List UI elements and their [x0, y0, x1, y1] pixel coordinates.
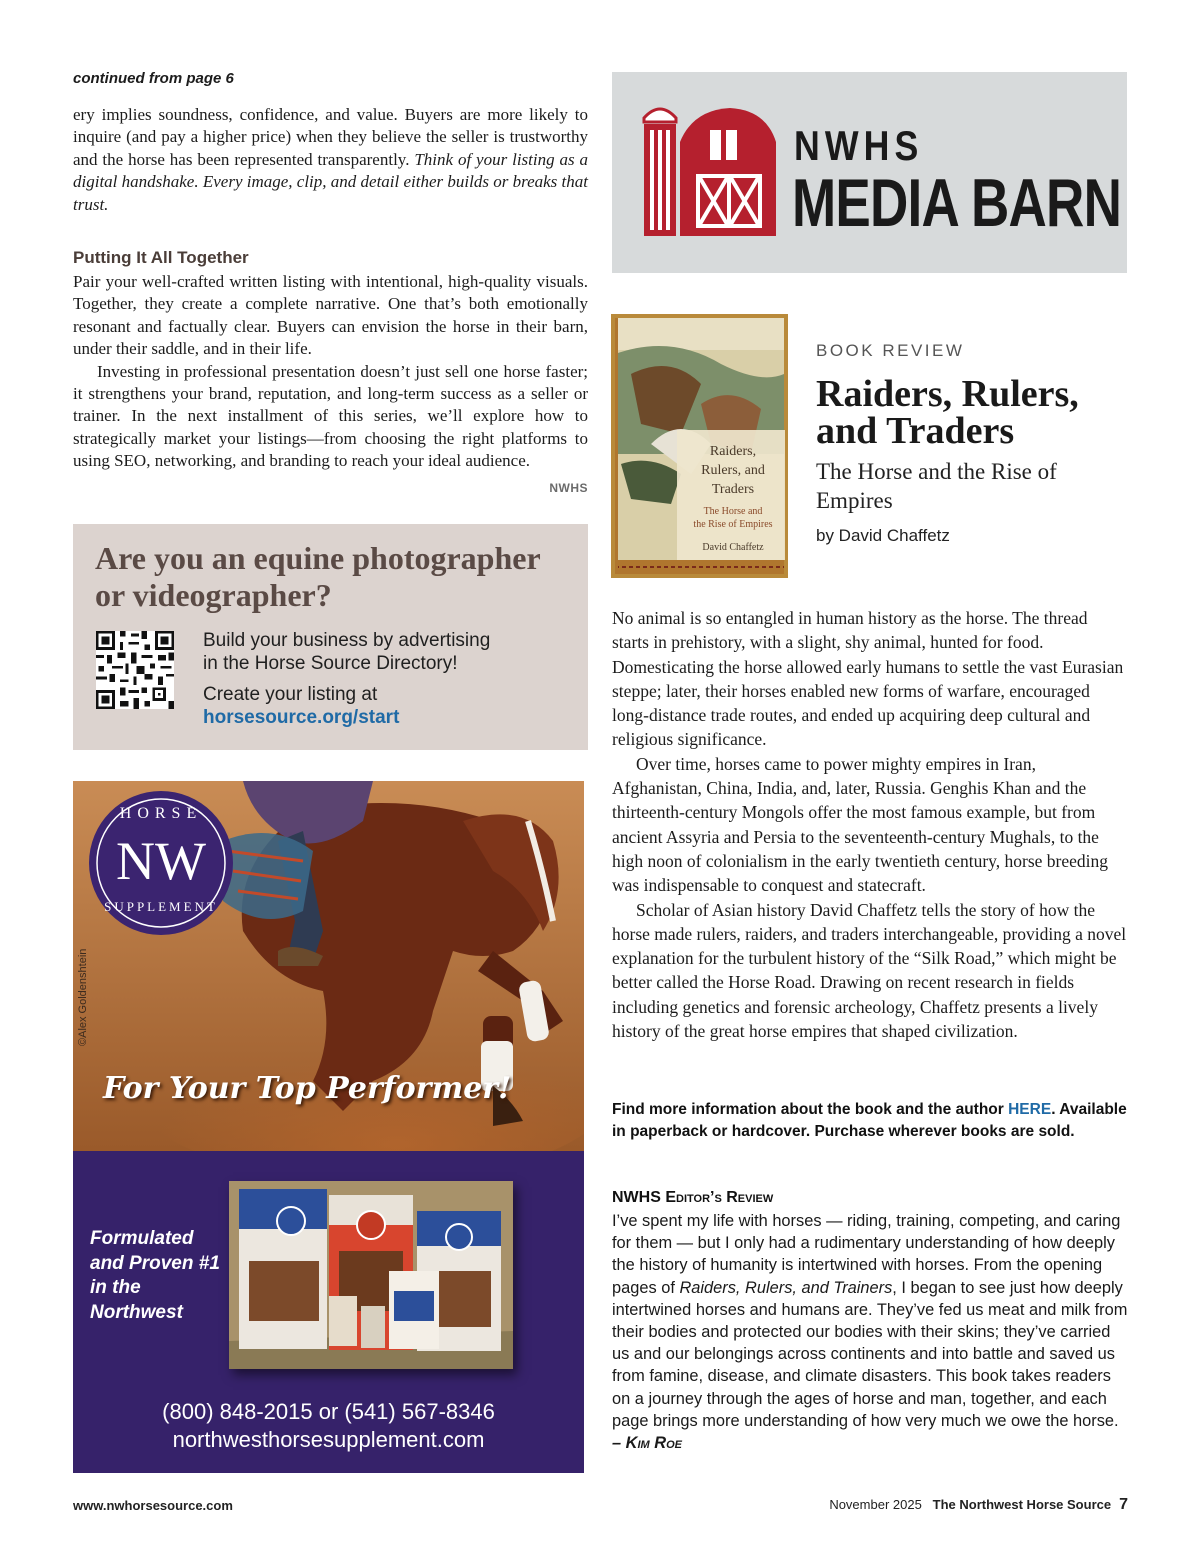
cover-title-line: Raiders,: [709, 444, 757, 459]
footer-publication: The Northwest Horse Source: [932, 1497, 1112, 1512]
article-body: [73, 271, 588, 499]
review-book-title: Raiders, Rulers, and Trainers: [679, 1278, 893, 1297]
banner-media-barn-text: MEDIA BARN: [792, 165, 1122, 241]
heading-bold: NWHS: [612, 1189, 666, 1206]
section-heading: Putting It All Together: [73, 248, 249, 267]
ad-line-3: Create your listing at: [203, 684, 378, 705]
paragraph-italic: Think of your listing as a digital handshake. Every image, clip, and detail either builds or breaks that trust.: [73, 149, 588, 214]
article-paragraph-2: Pair your well-crafted written listing with intentional, high-quality visuals. Together, they create a complete narrative. One that’s both emotionally resonant and factually clear. Buyers can envision the horse in their barn, under their saddle, and in their life.: [73, 272, 588, 359]
logo-horse-text: HORSE: [119, 805, 203, 822]
listing-link[interactable]: horsesource.org/start: [203, 707, 400, 728]
nw-logo-icon: NW: [116, 831, 206, 891]
paragraph-text: ery implies soundness, confidence, and value. Buyers are more likely to inquire (and pay a higher price) when they believe the seller is trustworthy and the horse has been represented transparently.: [73, 105, 588, 169]
review-text: , I began to see just how deeply intertwined horses and humans are. They’ve fed us meat and milk from their bodies and protected our bodies with their skins; they’ve carried us and our belongings across continents and into battle and saved us from famine, disease, and climate disasters. This book takes readers on a journey through the ages of horse and man, together, and each page brings more understanding of how very much we owe the horse.: [612, 1278, 1128, 1430]
logo-supplement-text: SUPPLEMENT: [104, 899, 218, 914]
editor-signature: – Kim Roe: [612, 1434, 683, 1453]
note-text: . Available in paperback or hardcover. Purchase wherever books are sold.: [612, 1101, 1127, 1140]
photographer-ad[interactable]: [73, 524, 588, 750]
book-info-note: [612, 1099, 1128, 1142]
supplement-info-panel: [73, 1151, 584, 1473]
cover-author: David Chaffetz: [702, 542, 764, 553]
tagline-line: Formulated: [90, 1228, 194, 1249]
cover-subtitle-line: The Horse and: [703, 506, 763, 517]
note-text: Find more information about the book and the author: [612, 1101, 1009, 1118]
footer-date: November 2025: [829, 1497, 922, 1512]
editor-review-body: [612, 1210, 1128, 1454]
cover-title-line: Traders: [711, 482, 755, 497]
footer-website-link[interactable]: www.nwhorsesource.com: [73, 1498, 233, 1513]
book-cover-image[interactable]: [611, 314, 788, 578]
cover-title-line: Rulers, and: [701, 463, 765, 478]
phone-numbers[interactable]: (800) 848-2015 or (541) 567-8346: [162, 1399, 495, 1424]
page-number: 7: [1119, 1496, 1128, 1513]
tagline-line: Northwest: [90, 1301, 183, 1323]
tagline-line: and Proven #1: [90, 1252, 220, 1274]
book-subtitle: The Horse and the Rise of Empires: [816, 459, 1057, 513]
reining-horse-photo: [73, 781, 584, 1151]
ad-line-2: in the Horse Source Directory!: [203, 653, 458, 674]
ad-slogan: For Your Top Performer!: [103, 1071, 512, 1106]
article-paragraph-3: [73, 361, 588, 495]
barn-logo-icon: [638, 102, 778, 244]
ad-line-1: Build your business by advertising: [203, 630, 491, 651]
review-text: I’ve spent my life with horses — riding, training, competing, and caring for them — but I only had a rudimentary understanding of how deeply the history of humanity is intertwined with horses. From the opening pages of: [612, 1212, 1121, 1297]
review-paragraph-2: Over time, horses came to power mighty empires in Iran, Afghanistan, China, India, and, later, Russia. Genghis Khan and the thirteenth-century Mongols offer the most famous example, but from ancient Assyria and Persia to the seventeenth-century Mughals, to the high noon of colonialism in the early twentieth century, horse breeding was indispensable to conquest and statecraft.: [612, 753, 1109, 896]
supplement-ad[interactable]: [73, 781, 584, 1473]
footer-info: [800, 1496, 1128, 1514]
section-label: BOOK REVIEW: [816, 341, 965, 360]
photo-credit: ©Alex Goldenshtein: [77, 948, 89, 1046]
tagline-line: in the: [90, 1277, 141, 1298]
product-bags-photo: [229, 1181, 513, 1369]
book-title: Raiders, Rulers, and Traders: [816, 373, 1079, 452]
review-body: [612, 606, 1128, 1043]
media-barn-banner: [612, 72, 1127, 273]
article-paragraph-1: [73, 104, 588, 216]
book-author: by David Chaffetz: [816, 526, 950, 545]
heading-caps: Editor’s Review: [665, 1189, 774, 1206]
book-info-link[interactable]: HERE: [1008, 1101, 1052, 1118]
review-paragraph-1: No animal is so entangled in human history as the horse. The thread starts in prehistory, with a slight, shy animal, hunted for food. Domesticating the horse allowed early humans to settle the vast Eurasian steppe; later, their horses enabled new forms of warfare, encouraged long-distance trade routes, and ended up acquiring deep cultural and religious significance.: [612, 608, 1124, 750]
banner-nwhs-text: NWHS: [794, 122, 924, 169]
formulated-tagline: [90, 1227, 220, 1325]
cover-subtitle-line: the Rise of Empires: [693, 519, 773, 530]
ad-headline: Are you an equine photographer or videographer?: [95, 540, 541, 613]
continued-from-label: continued from page 6: [73, 70, 234, 87]
paragraph-text: Investing in professional presentation doesn’t just sell one horse faster; it strengthens your brand, reputation, and long-term success as a seller or trainer. In the next installment of this series, we’ll explore how to strategically market your listings—from choosing the right platforms to using SEO, networking, and branding to reach your ideal audience.: [73, 361, 588, 471]
qr-code-icon[interactable]: [96, 631, 174, 709]
review-paragraph-3: Scholar of Asian history David Chaffetz tells the story of how the horse made rulers, raiders, and traders interchangeable, providing a novel explanation for the turbulent history of the “Silk Road,” which might be better called the Horse Road. Drawing on recent research in fields including genetics and forensic archeology, Chaffetz presents a lively history of the great horse empires that shaped civilization.: [612, 899, 1127, 1042]
editor-review-heading: [612, 1189, 1128, 1207]
supplement-website-link[interactable]: northwesthorsesupplement.com: [172, 1427, 485, 1452]
author-signature: NWHS: [549, 480, 588, 495]
